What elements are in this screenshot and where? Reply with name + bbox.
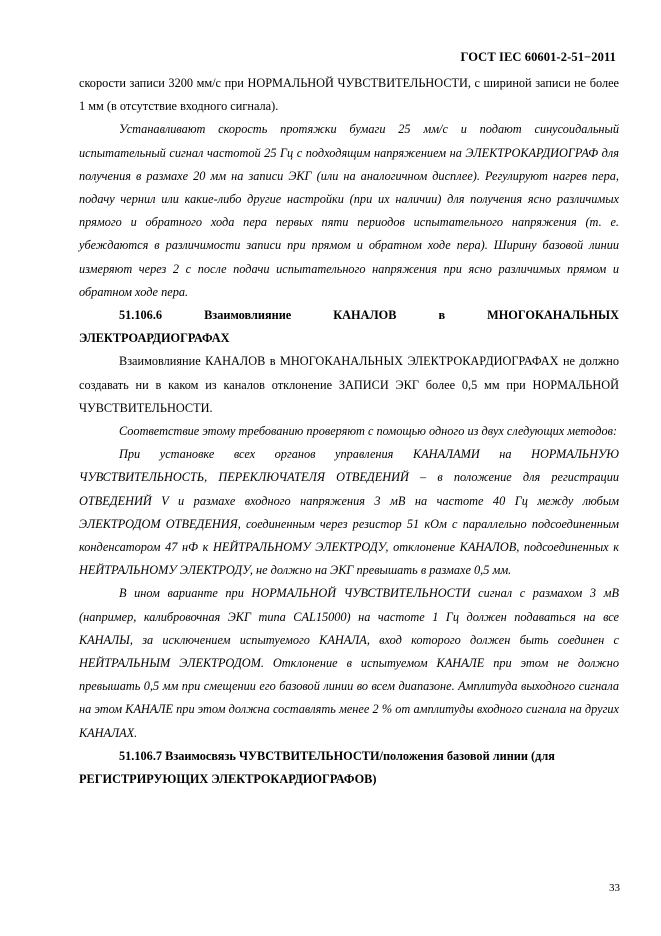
section-heading-line-1 [79,304,619,327]
section-heading-line-1: 51.106.7 Взаимосвязь ЧУВСТВИТЕЛЬНОСТИ/положения базовой линии (для [119,748,555,763]
paragraph-compliance: Соответствие этому требованию проверяют с помощью одного из двух следующих методов: [119,424,618,439]
paragraph-method-1: При установке всех органов управления КАНАЛАМИ на НОРМАЛЬНУЮ ЧУВСТВИТЕЛЬНОСТЬ, ПЕРЕКЛЮЧАТЕЛЯ ОТВЕДЕНИЙ – в положение для регистрации ОТВЕДЕНИЙ V и размахе входного напряжения 3 мВ на частоте 40 Гц между любым ЭЛЕКТРОДОМ ОТВЕДЕНИЯ, соединенным через резистор 51 кОм с параллельно подсоединенным конденсатором 47 нФ к НЕЙТРАЛЬНОМУ ЭЛЕКТРОДУ, отклонение КАНАЛОВ, подсоединенных к НЕЙТРАЛЬНОМУ ЭЛЕКТРОДУ, не должно на ЭКГ превышать в размахе 0,5 мм. [79,447,619,578]
section-heading-51-106-6 [79,304,619,350]
heading-word: в [438,308,446,323]
page-body [79,72,619,791]
paragraph-test-method: Устанавливают скорость протяжки бумаги 25 мм/с и подают синусоидальный испытательный сигнал частотой 25 Гц с подходящим напряжением на ЭЛЕКТРОКАРДИОГРАФ для получения в размахе 20 мм на записи ЭКГ (или на аналогичном дисплее). Регулируют нагрев пера, подачу чернил или какие-либо другие настройки (при их наличии) для получения ясно различимых прямого и обратного хода пера первых пяти периодов испытательного напряжения (т. е. убеждаются в различимости записи при прямом и обратном ходе пера). Ширину базовой линии измеряют через 2 с после подачи испытательного напряжения при ясно различимых прямом и обратном ходе пера. [79,122,619,299]
paragraph-requirement: Взаимовлияние КАНАЛОВ в МНОГОКАНАЛЬНЫХ ЭЛЕКТРОКАРДИОГРАФАХ не должно создавать ни в каком из каналов отклонение ЗАПИСИ ЭКГ более 0,5 мм при НОРМАЛЬНОЙ ЧУВСТВИТЕЛЬНОСТИ. [79,354,619,415]
section-heading-line-2: РЕГИСТРИРУЮЩИХ ЭЛЕКТРОКАРДИОГРАФОВ) [79,772,377,787]
paragraph-method-2: В ином варианте при НОРМАЛЬНОЙ ЧУВСТВИТЕЛЬНОСТИ сигнал с размахом 3 мВ (например, калибровочная ЭКГ типа CAL15000) на частоте 1 Гц должен подаваться на все КАНАЛЫ, за исключением испытуемого КАНАЛА, вход которого должен быть соединен с НЕЙТРАЛЬНЫМ ЭЛЕКТРОДОМ. Отклонение в испытуемом КАНАЛЕ при этом не должно превышать 0,5 мм при смещении его базовой линии во всем диапазоне. Амплитуда выходного сигнала на этом КАНАЛЕ при этом должна составлять менее 2 % от амплитуды входного сигнала на других КАНАЛАХ. [79,586,619,740]
document-header: ГОСТ IEC 60601-2-51−2011 [460,50,616,64]
section-number: 51.106.6 [119,308,163,323]
section-heading-51-106-7 [79,745,619,791]
heading-word: МНОГОКАНАЛЬНЫХ [487,308,619,323]
section-heading-line-2: ЭЛЕКТРОАРДИОГРАФАХ [79,331,230,346]
heading-word: КАНАЛОВ [333,308,397,323]
page-number: 33 [609,882,620,894]
paragraph-continuation: скорости записи 3200 мм/с при НОРМАЛЬНОЙ ЧУВСТВИТЕЛЬНОСТИ, с шириной записи не более 1 мм (в отсутствие входного сигнала). [79,76,619,114]
heading-word: Взаимовлияние [204,308,292,323]
